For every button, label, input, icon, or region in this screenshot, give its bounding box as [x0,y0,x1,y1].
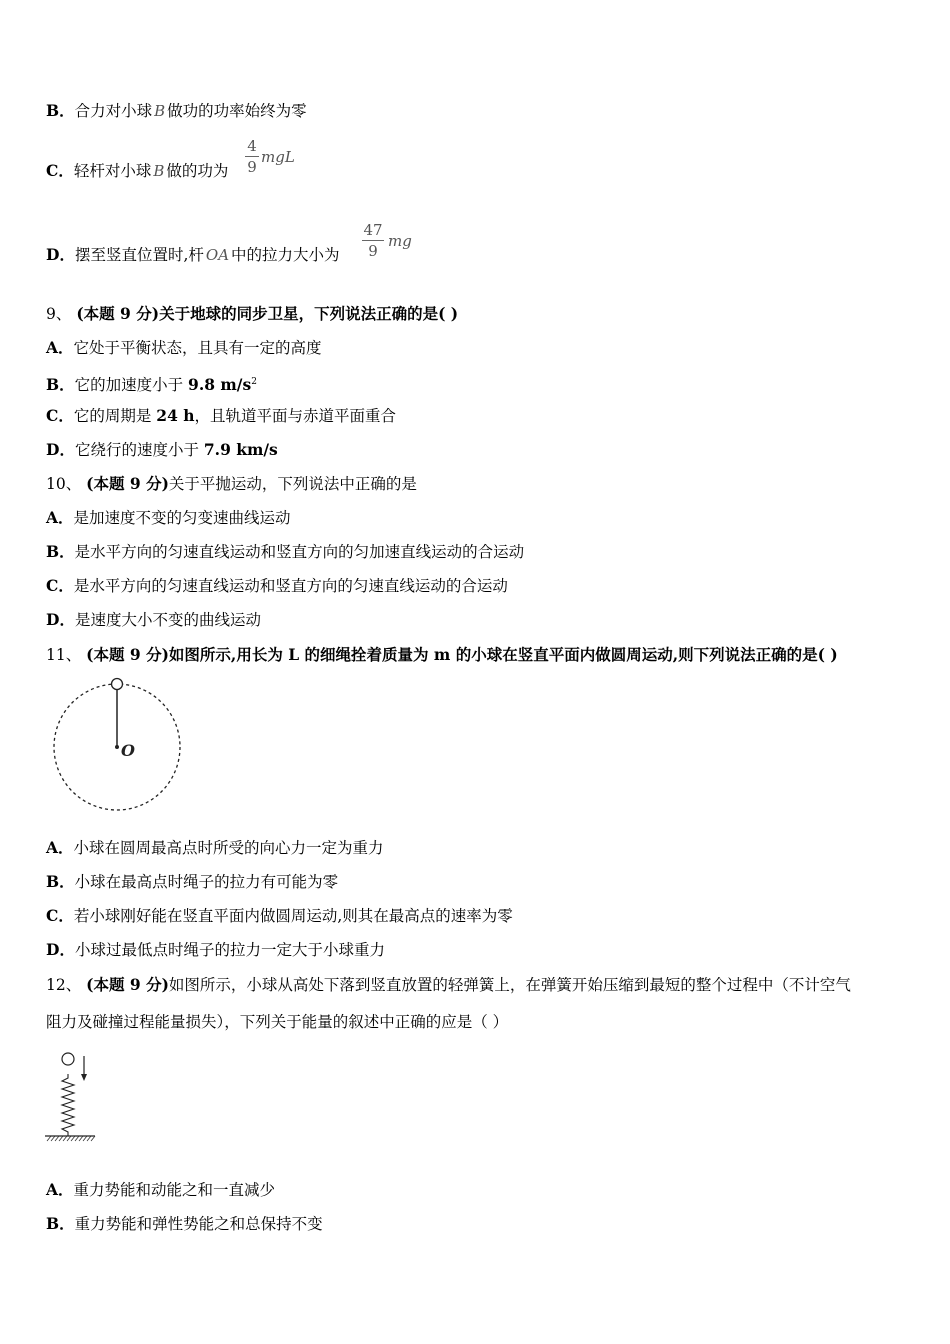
option-12b [46,1214,323,1234]
question-score: (本题 9 分) [76,304,160,323]
option-letter: B． [46,375,75,395]
option-text: 重力势能和动能之和一直减少 [73,1181,276,1199]
ground-hatch [47,1136,95,1141]
math-variable: B [153,162,165,180]
option-letter: A． [46,508,74,527]
option-9c [46,406,396,426]
fraction-numerator: 4 [247,137,257,155]
option-text: 重力势能和弹性势能之和总保持不变 [74,1215,323,1233]
question-text: 关于地球的同步卫星，下列说法正确的是( ) [159,304,459,323]
option-11c [46,906,513,926]
option-9d [46,440,278,460]
fraction-4-9 [245,137,259,176]
option-text: 做的功为 [166,162,229,180]
option-11d [46,940,385,960]
option-letter: D． [46,440,75,459]
option-8b [46,101,307,121]
option-text: 若小球刚好能在竖直平面内做圆周运动,则其在最高点的速率为零 [73,907,513,925]
option-value: 24 h [156,406,195,425]
option-10a [46,508,291,528]
option-value: 7.9 km/s [203,440,278,459]
question-score: (本题 9 分) [86,645,169,664]
option-letter: B． [46,542,75,561]
math-term: mg [388,232,412,250]
question-12-continued [46,1012,508,1032]
option-10c [46,576,508,596]
option-letter: D． [46,940,75,959]
question-text: 如图所示,用长为 L 的细绳拴着质量为 m 的小球在竖直平面内做圆周运动,则下列说法正确的是( ) [168,645,838,664]
option-text: 它绕行的速度小于 [74,441,204,459]
option-8c [46,161,228,181]
question-12 [46,975,851,995]
question-text: 关于平抛运动，下列说法中正确的是 [168,475,417,493]
option-letter: B． [46,1214,75,1233]
fraction-47-9 [362,221,384,260]
falling-ball [62,1053,74,1065]
ball [112,679,123,690]
arrow-head [81,1074,87,1081]
option-text: 小球在最高点时绳子的拉力有可能为零 [74,873,339,891]
option-letter: C． [46,161,74,180]
center-point [115,745,119,749]
option-letter: B． [46,101,75,120]
option-text: 它处于平衡状态，且具有一定的高度 [73,339,322,357]
option-9a [46,338,322,358]
option-text: 小球在圆周最高点时所受的向心力一定为重力 [73,839,384,857]
question-score: (本题 9 分) [86,975,169,994]
option-letter: A． [46,338,74,357]
question-number: 11、 [46,646,82,664]
question-text: 阻力及碰撞过程能量损失），下列关于能量的叙述中正确的应是（ ） [46,1013,509,1031]
math-variable: OA [205,246,230,264]
superscript: 2 [251,377,257,387]
question-9 [46,304,458,324]
math-variable: B [154,102,166,120]
option-text: 轻杆对小球 [73,162,152,180]
fraction-bar [245,156,259,157]
fraction-denominator: 9 [247,158,257,176]
spring [62,1074,74,1136]
option-10d [46,610,261,630]
option-text: 中的拉力大小为 [231,246,340,264]
question-score: (本题 9 分) [86,474,169,493]
option-value: 9.8 m/s [188,375,252,395]
option-11a [46,838,384,858]
option-text: 小球过最低点时绳子的拉力一定大于小球重力 [74,941,385,959]
option-11b [46,872,338,892]
question-number: 9、 [46,305,72,323]
circular-motion-figure [40,672,200,820]
question-number: 10、 [46,475,82,493]
option-text: 摆至竖直位置时,杆 [74,246,204,264]
option-12a [46,1180,275,1200]
option-letter: D． [46,610,75,629]
option-text: 合力对小球 [74,102,153,120]
spring-figure [40,1048,110,1148]
option-9b [46,372,257,395]
option-letter: A． [46,1180,74,1199]
option-letter: D． [46,245,75,264]
question-10 [46,474,417,494]
fraction-numerator: 47 [363,221,383,239]
option-text: 它的周期是 [73,407,157,425]
center-label: O [121,741,135,760]
option-text: 是水平方向的匀速直线运动和竖直方向的匀速直线运动的合运动 [73,577,508,595]
fraction-denominator: 9 [368,242,378,260]
option-letter: A． [46,838,74,857]
option-text: ，且轨道平面与赤道平面重合 [194,407,397,425]
option-letter: C． [46,576,74,595]
option-text: 做功的功率始终为零 [167,102,307,120]
question-11 [46,645,838,665]
option-10b [46,542,524,562]
fraction-bar [362,240,384,241]
option-letter: C． [46,906,74,925]
math-term: mgL [261,148,295,166]
option-text: 是速度大小不变的曲线运动 [74,611,261,629]
option-text: 是水平方向的匀速直线运动和竖直方向的匀加速直线运动的合运动 [74,543,525,561]
option-letter: B． [46,872,75,891]
question-number: 12、 [46,976,82,994]
option-8d [46,245,340,265]
option-letter: C． [46,406,74,425]
option-text: 它的加速度小于 [74,376,189,395]
option-text: 是加速度不变的匀变速曲线运动 [73,509,291,527]
question-text: 如图所示，小球从高处下落到竖直放置的轻弹簧上，在弹簧开始压缩到最短的整个过程中（不计空气 [168,976,851,994]
